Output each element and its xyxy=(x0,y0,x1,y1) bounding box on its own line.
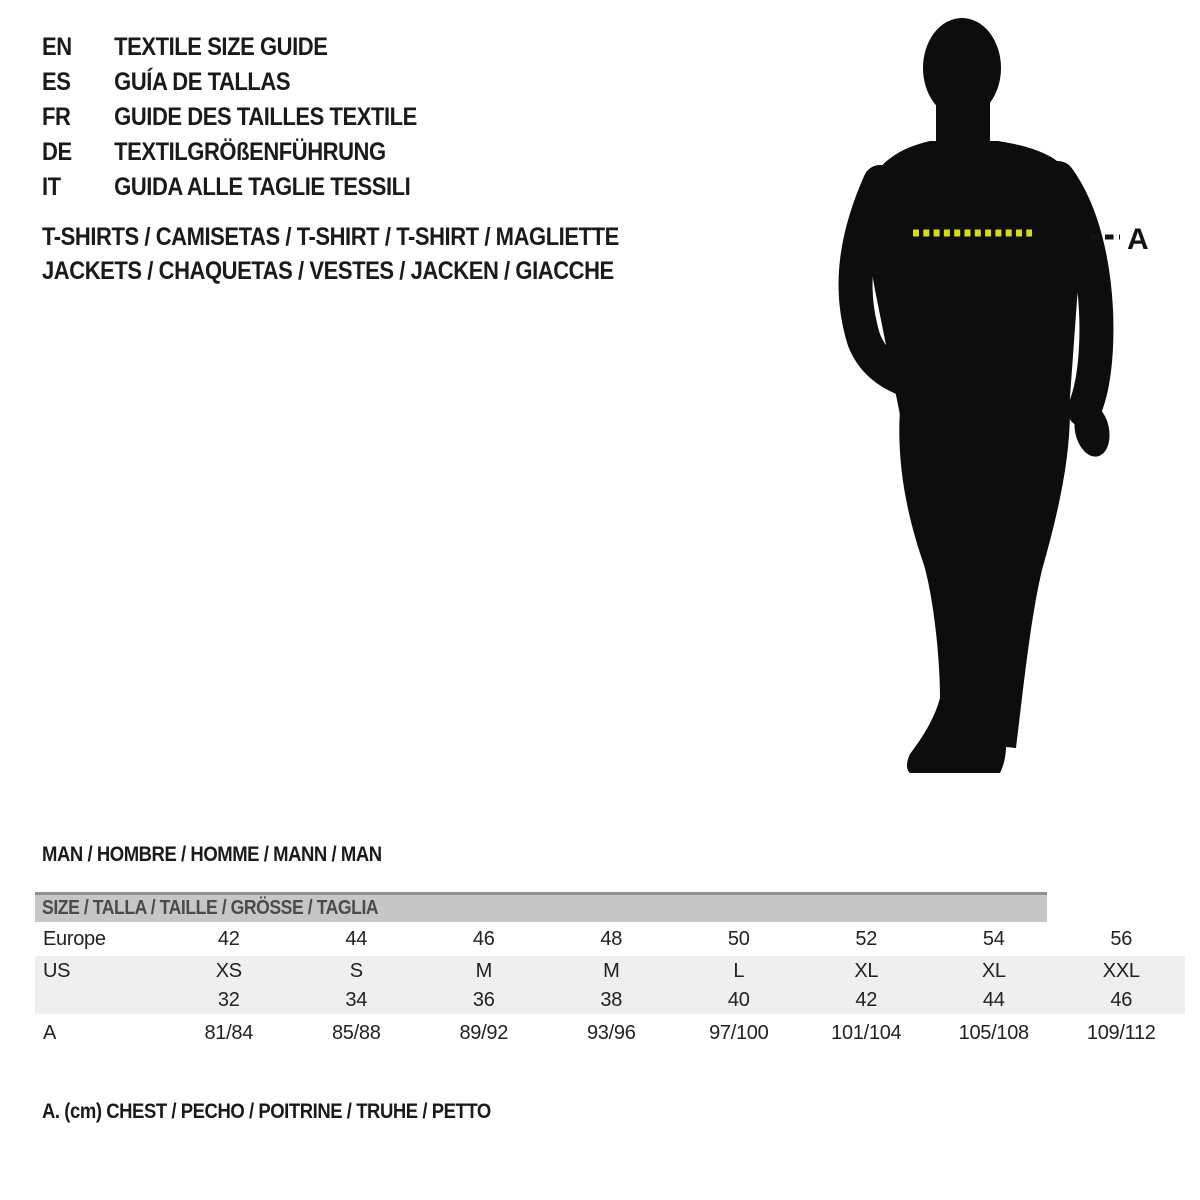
category-line-tshirts: T-SHIRTS / CAMISETAS / T-SHIRT / T-SHIRT / MAGLIETTE xyxy=(42,223,619,251)
language-code: FR xyxy=(42,103,71,131)
size-cell: 42 xyxy=(217,927,240,950)
size-cell: 38 xyxy=(600,988,623,1011)
size-cell: 54 xyxy=(982,927,1005,950)
size-cell: 44 xyxy=(345,927,368,950)
man-silhouette-figure xyxy=(830,10,1190,800)
table-row xyxy=(35,956,1185,986)
size-table-header: SIZE / TALLA / TAILLE / GRÖSSE / TAGLIA xyxy=(35,892,1047,922)
size-cell: M xyxy=(475,959,492,982)
table-row xyxy=(35,986,1185,1014)
measure-footnote: A. (cm) CHEST / PECHO / POITRINE / TRUHE / PETTO xyxy=(42,1100,491,1123)
language-code: IT xyxy=(42,173,61,201)
size-cell: XS xyxy=(215,959,242,982)
language-row xyxy=(42,170,417,205)
size-cell: 56 xyxy=(1110,927,1133,950)
language-code: EN xyxy=(42,33,72,61)
size-cell: 93/96 xyxy=(586,1021,636,1044)
language-code: ES xyxy=(42,68,71,96)
size-table xyxy=(35,922,1185,1052)
language-list xyxy=(42,30,417,205)
size-cell: 97/100 xyxy=(709,1021,769,1044)
size-cell: XL xyxy=(854,959,879,982)
size-cell: 32 xyxy=(217,988,240,1011)
size-cell: 44 xyxy=(982,988,1005,1011)
size-table-body xyxy=(35,922,1185,1052)
table-row xyxy=(35,922,1185,956)
size-cell: XXL xyxy=(1102,959,1140,982)
category-line-jackets: JACKETS / CHAQUETAS / VESTES / JACKEN / GIACCHE xyxy=(42,257,614,285)
language-row xyxy=(42,100,417,135)
size-cell: 50 xyxy=(727,927,750,950)
size-cell: M xyxy=(603,959,620,982)
measure-label-a: A xyxy=(1127,223,1149,256)
language-title: GUIDA ALLE TAGLIE TESSILI xyxy=(114,173,411,201)
size-cell: 105/108 xyxy=(958,1021,1029,1044)
size-cell: 48 xyxy=(600,927,623,950)
language-code: DE xyxy=(42,138,72,166)
size-cell: 34 xyxy=(345,988,368,1011)
row-label: A xyxy=(43,1021,57,1044)
language-row xyxy=(42,30,417,65)
size-cell: S xyxy=(349,959,363,982)
size-cell: 81/84 xyxy=(204,1021,254,1044)
size-guide-table xyxy=(35,892,1185,1052)
silhouette-legs xyxy=(899,410,1070,773)
language-title: TEXTILE SIZE GUIDE xyxy=(114,33,328,61)
size-cell: 36 xyxy=(472,988,495,1011)
language-row xyxy=(42,65,417,100)
man-silhouette-svg xyxy=(830,10,1190,800)
size-cell: 42 xyxy=(855,988,878,1011)
size-cell: 89/92 xyxy=(459,1021,509,1044)
size-cell: L xyxy=(733,959,745,982)
size-cell: XL xyxy=(981,959,1006,982)
size-cell: 40 xyxy=(727,988,750,1011)
category-heading xyxy=(42,220,619,288)
size-cell: 109/112 xyxy=(1086,1021,1156,1044)
row-label: Europe xyxy=(43,927,106,950)
size-cell: 101/104 xyxy=(831,1021,902,1044)
row-label: US xyxy=(43,959,71,982)
language-title: GUIDE DES TAILLES TEXTILE xyxy=(114,103,417,131)
language-title: GUÍA DE TALLAS xyxy=(114,68,291,96)
size-cell: 52 xyxy=(855,927,878,950)
language-row xyxy=(42,135,417,170)
gender-section-title: MAN / HOMBRE / HOMME / MANN / MAN xyxy=(42,843,382,866)
language-title: TEXTILGRÖßENFÜHRUNG xyxy=(114,138,386,166)
table-row xyxy=(35,1014,1185,1052)
row-label xyxy=(35,986,165,1014)
size-cell: 46 xyxy=(472,927,495,950)
size-cell: 46 xyxy=(1110,988,1133,1011)
size-cell: 85/88 xyxy=(331,1021,381,1044)
